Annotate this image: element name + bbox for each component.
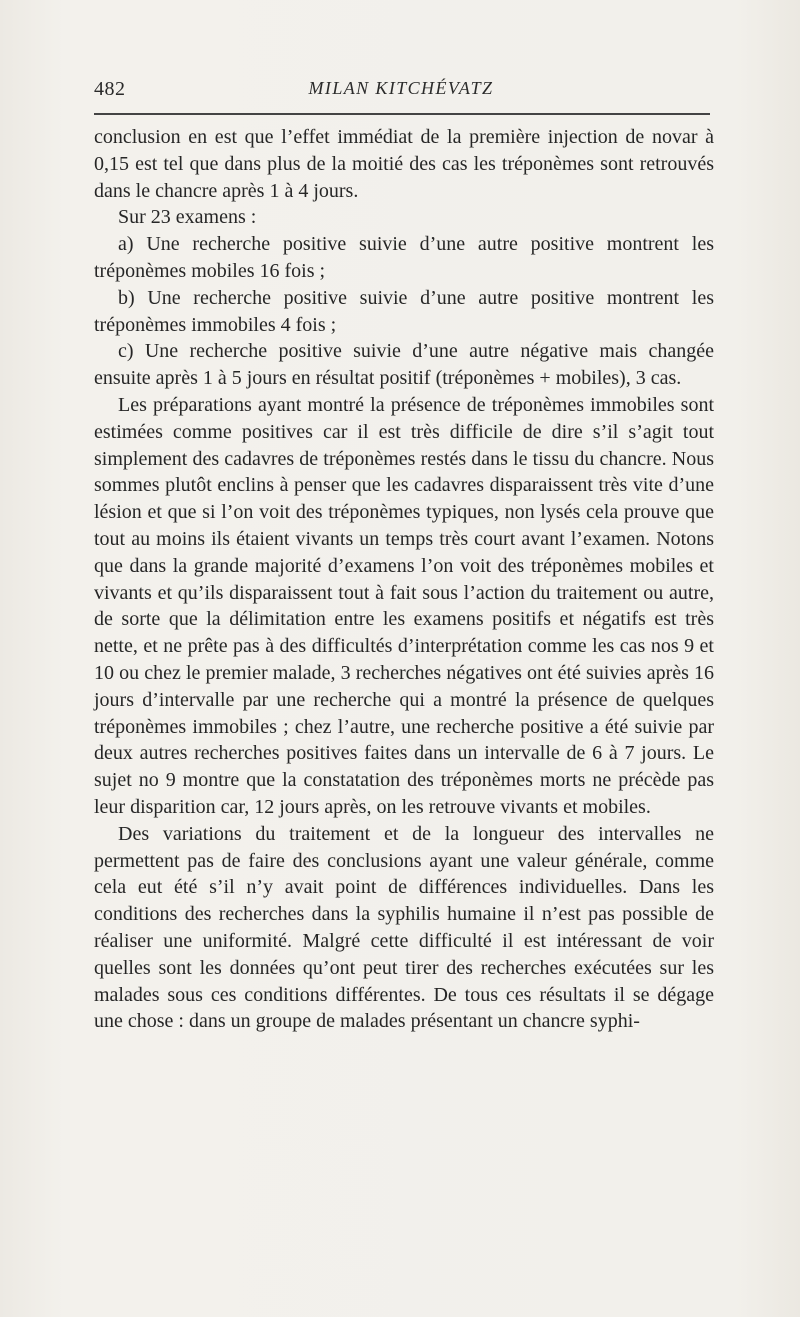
paragraph-item-c: c) Une recherche positive suivie d’une autre négative mais changée ensuite après 1 à 5 jours en résultat positif (tréponèmes + mobiles), 3 cas.	[94, 340, 714, 390]
paragraph-item-a: a) Une recherche positive suivie d’une autre positive montrent les tréponèmes mobiles 16 fois ;	[94, 233, 714, 282]
page-header	[94, 74, 708, 108]
paragraph-item-b: b) Une recherche positive suivie d’une autre positive montrent les tréponèmes immobiles 4 fois ;	[94, 286, 714, 336]
paragraph-exam-count: Sur 23 examens :	[118, 206, 257, 229]
header-rule	[94, 113, 710, 115]
paragraph-variations: Des variations du traitement et de la longueur des intervalles ne permettent pas de faire des conclusions ayant une valeur générale, comme cela eut été s’il n’y avait point de différences individuelles. Dans les conditions des recherches dans la syphilis humaine il n’est pas possible de réaliser une uniformité. Malgré cette difficulté il est intéressant de voir quelles sont les données qu’ont peut tirer des recherches exécutées sur les malades sous ces conditions différentes. De tous ces résultats il se dégage une chose : dans un groupe de malades présentant un chancre syphi-	[94, 822, 714, 1033]
page-number: 482	[94, 78, 126, 100]
paragraph-continuation: conclusion en est que l’effet immédiat de la première injection de novar à 0,15 est tel que dans plus de la moitié des cas les tréponèmes sont retrouvés dans le chancre après 1 à 4 jours.	[94, 126, 714, 202]
paragraph-preparations: Les préparations ayant montré la présence de tréponèmes immobiles sont estimées comme positives car il est très difficile de dire s’il s’agit tout simplement des cadavres de tréponèmes restés dans le tissu du chancre. Nous sommes plutôt enclins à penser que les cadavres disparaissent très vite d’une lésion et que si l’on voit des tréponèmes typiques, non lysés cela prouve que tout au moins ils étaient vivants un temps très court avant l’examen. Notons que dans la grande majorité d’examens l’on voit des tréponèmes mobiles et vivants et qu’ils disparaissent tout à fait sous l’action du traitement ou autre, de sorte que la délimitation entre les examens positifs et négatifs est très nette, et ne prête pas à des difficultés d’interprétation comme les cas nos 9 et 10 ou chez le premier malade, 3 recherches négatives ont été suivies après 16 jours d’intervalle par une recherche qui a montré la présence de quelques tréponèmes immobiles ; chez l’autre, une recherche positive a été suivie par deux autres recherches positives faites dans un intervalle de 6 à 7 jours. Le sujet no 9 montre que la constatation des tréponèmes morts ne précède pas leur disparition car, 12 jours après, on les retrouve vivants et mobiles.	[94, 393, 714, 818]
running-head: MILAN KITCHÉVATZ	[308, 78, 494, 98]
body-text	[94, 124, 714, 1035]
